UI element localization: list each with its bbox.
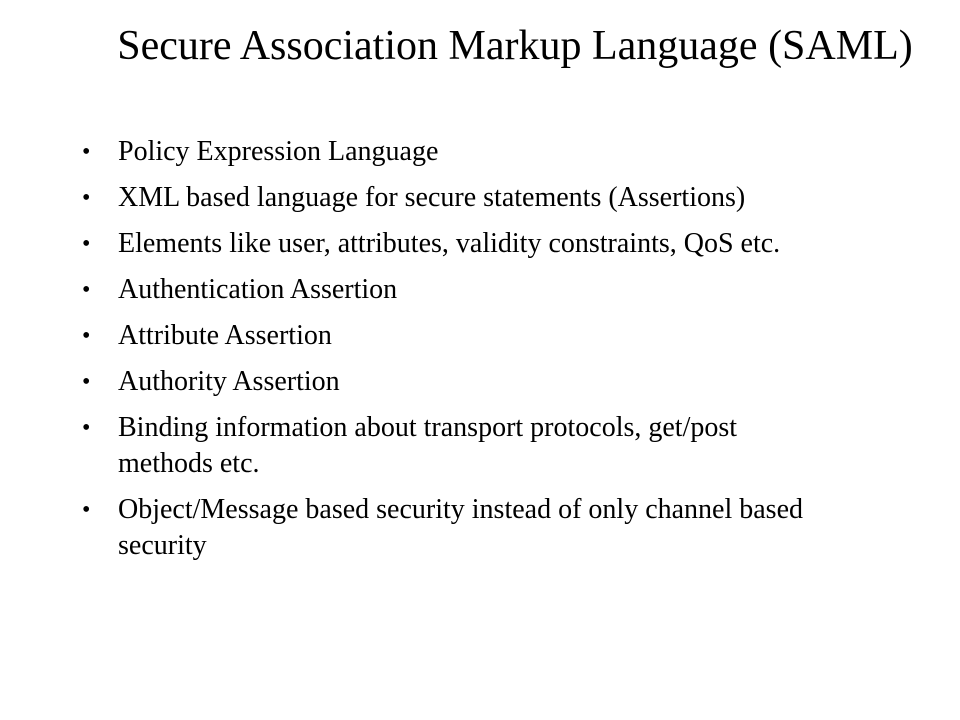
bullet-item-object-message-security [78,492,898,564]
bullet-item-authority-assertion [78,364,898,400]
bullet-text: Authority Assertion [118,366,340,397]
bullet-text: Attribute Assertion [118,320,332,351]
bullet-text: Object/Message based security instead of only channel based security [118,494,804,561]
bullet-text: XML based language for secure statements (Assertions) [118,182,746,213]
bullet-icon: • [82,369,91,395]
bullet-list [78,134,898,574]
bullet-item-elements [78,226,898,262]
bullet-text: Authentication Assertion [118,274,398,305]
bullet-icon: • [82,497,91,523]
bullet-icon: • [82,185,91,211]
bullet-icon: • [82,277,91,303]
bullet-item-attribute-assertion [78,318,898,354]
slide-title: Secure Association Markup Language (SAML) [117,23,913,69]
bullet-item-authentication-assertion [78,272,898,308]
bullet-icon: • [82,139,91,165]
bullet-item-xml-language [78,180,898,216]
bullet-icon: • [82,323,91,349]
bullet-text: Policy Expression Language [118,136,439,167]
bullet-item-policy-expression [78,134,898,170]
bullet-icon: • [82,415,91,441]
bullet-item-binding-information [78,410,898,482]
bullet-icon: • [82,231,91,257]
bullet-text: Binding information about transport protocols, get/post methods etc. [118,412,738,479]
bullet-text: Elements like user, attributes, validity constraints, QoS etc. [118,228,781,259]
